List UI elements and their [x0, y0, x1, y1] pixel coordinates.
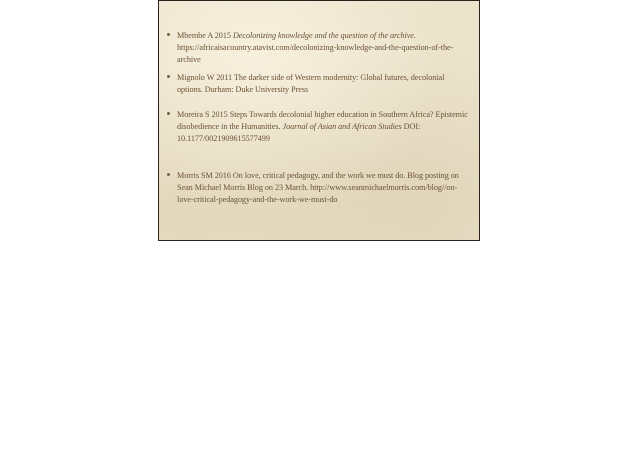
- reference-url: https://africaisacountry.atavist.com/decolonizing-knowledge-and-the-question-of-the-archive: [177, 43, 454, 64]
- bullet-icon: [167, 112, 170, 115]
- reference-body: Moreira S 2015 Steps Towards decolonial higher education in Southern Africa? Epistemic disobedience in the Humanities.: [177, 110, 468, 131]
- slide: [158, 0, 480, 241]
- reference-title: Decolonizing knowledge and the question of the archive.: [232, 31, 416, 40]
- bullet-icon: [167, 75, 170, 78]
- reference-text: [177, 30, 469, 66]
- reference-doi: DOI: 10.1177/0021909615577499: [177, 122, 421, 143]
- bullet-icon: [167, 33, 170, 36]
- reference-text: Mignolo W 2011 The darker side of Western modernity: Global futures, decolonial options. Durham: Duke University Press: [177, 73, 445, 94]
- bullet-icon: [167, 173, 170, 176]
- reference-authors: Mbembe A 2015: [177, 31, 231, 40]
- reference-text: Morris SM 2016 On love, critical pedagogy, and the work we must do. Blog posting on Sean Michael Morris Blog on 23 March. http://www.seanmichaelmorris.com/blog//on-love-critical-pedagogy-and-the-work-we-must-do: [177, 171, 459, 204]
- reference-text: [177, 109, 469, 145]
- reference-journal: Journal of Asian and African Studies: [282, 122, 402, 131]
